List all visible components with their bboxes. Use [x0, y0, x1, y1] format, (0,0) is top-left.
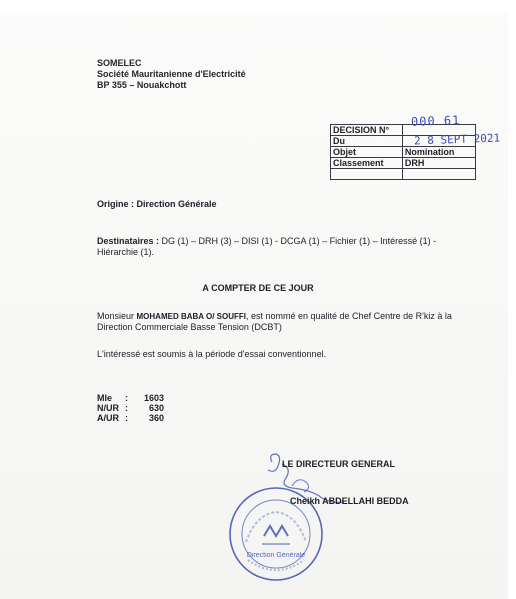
identifier-row	[97, 393, 164, 403]
scan-right-edge	[508, 0, 516, 599]
decision-object-label: Objet	[331, 147, 403, 158]
signatory-title: LE DIRECTEUR GENERAL	[282, 459, 396, 469]
identifier-value: 1603	[143, 393, 164, 403]
origine-line: Origine : Direction Générale	[97, 199, 217, 209]
scan-top-edge	[0, 0, 516, 12]
probation-paragraph: L'intéressé est soumis à la période d'essai conventionnel.	[97, 349, 327, 359]
nomination-text: , est nommé en qualité de Chef Centre de R'kiz à la Direction Commerciale Basse Tension (DCBT)	[97, 311, 452, 332]
signatory-name: Cheikh ABDELLAHI BEDDA	[290, 496, 409, 506]
company-fullname: Société Mauritanienne d'Electricité	[97, 69, 246, 79]
decision-date-label: Du	[331, 136, 403, 147]
effective-date-heading: A COMPTER DE CE JOUR	[202, 283, 314, 293]
company-address: BP 355 – Nouakchott	[97, 80, 187, 90]
identifier-value: 360	[148, 413, 164, 423]
decision-object-value: Nomination	[402, 147, 475, 158]
destinataires-label: Destinataires :	[97, 236, 160, 246]
company-header	[97, 58, 246, 91]
nomination-prefix: Monsieur	[97, 311, 137, 321]
nominee-name: MOHAMED BABA O/ SOUFFI	[136, 312, 246, 321]
decision-class-label: Classement	[331, 158, 403, 169]
identifier-sep: :	[125, 393, 128, 403]
table-row	[331, 158, 476, 169]
stamped-decision-date: 2 8 SEPT 2021	[413, 131, 501, 148]
identifier-sep: :	[125, 413, 128, 423]
identifiers-block	[97, 393, 164, 423]
identifier-sep: :	[125, 403, 128, 413]
decision-class-value: DRH	[402, 158, 475, 169]
decision-number-label: DECISION N°	[331, 125, 403, 136]
seal-text: Direction Générale	[246, 552, 306, 559]
identifier-key: N/UR	[97, 403, 119, 413]
nomination-paragraph	[97, 311, 467, 333]
decision-empty-label	[331, 169, 403, 180]
table-row	[331, 147, 476, 158]
table-row	[331, 169, 476, 180]
stamped-decision-number: 000 61	[410, 113, 461, 129]
identifier-row	[97, 413, 164, 423]
identifier-value: 630	[148, 403, 164, 413]
identifier-row	[97, 403, 164, 413]
handwritten-signature-icon	[258, 446, 398, 526]
decision-empty-value	[402, 169, 475, 180]
identifier-key: A/UR	[97, 413, 119, 423]
destinataires-text: DG (1) – DRH (3) – DISI (1) - DCGA (1) – Fichier (1) – Intéressé (1) - Hiérarchie (1).	[97, 236, 437, 257]
destinataires-block	[97, 236, 467, 258]
company-name: SOMELEC	[97, 58, 142, 68]
identifier-key: Mle	[97, 393, 113, 403]
